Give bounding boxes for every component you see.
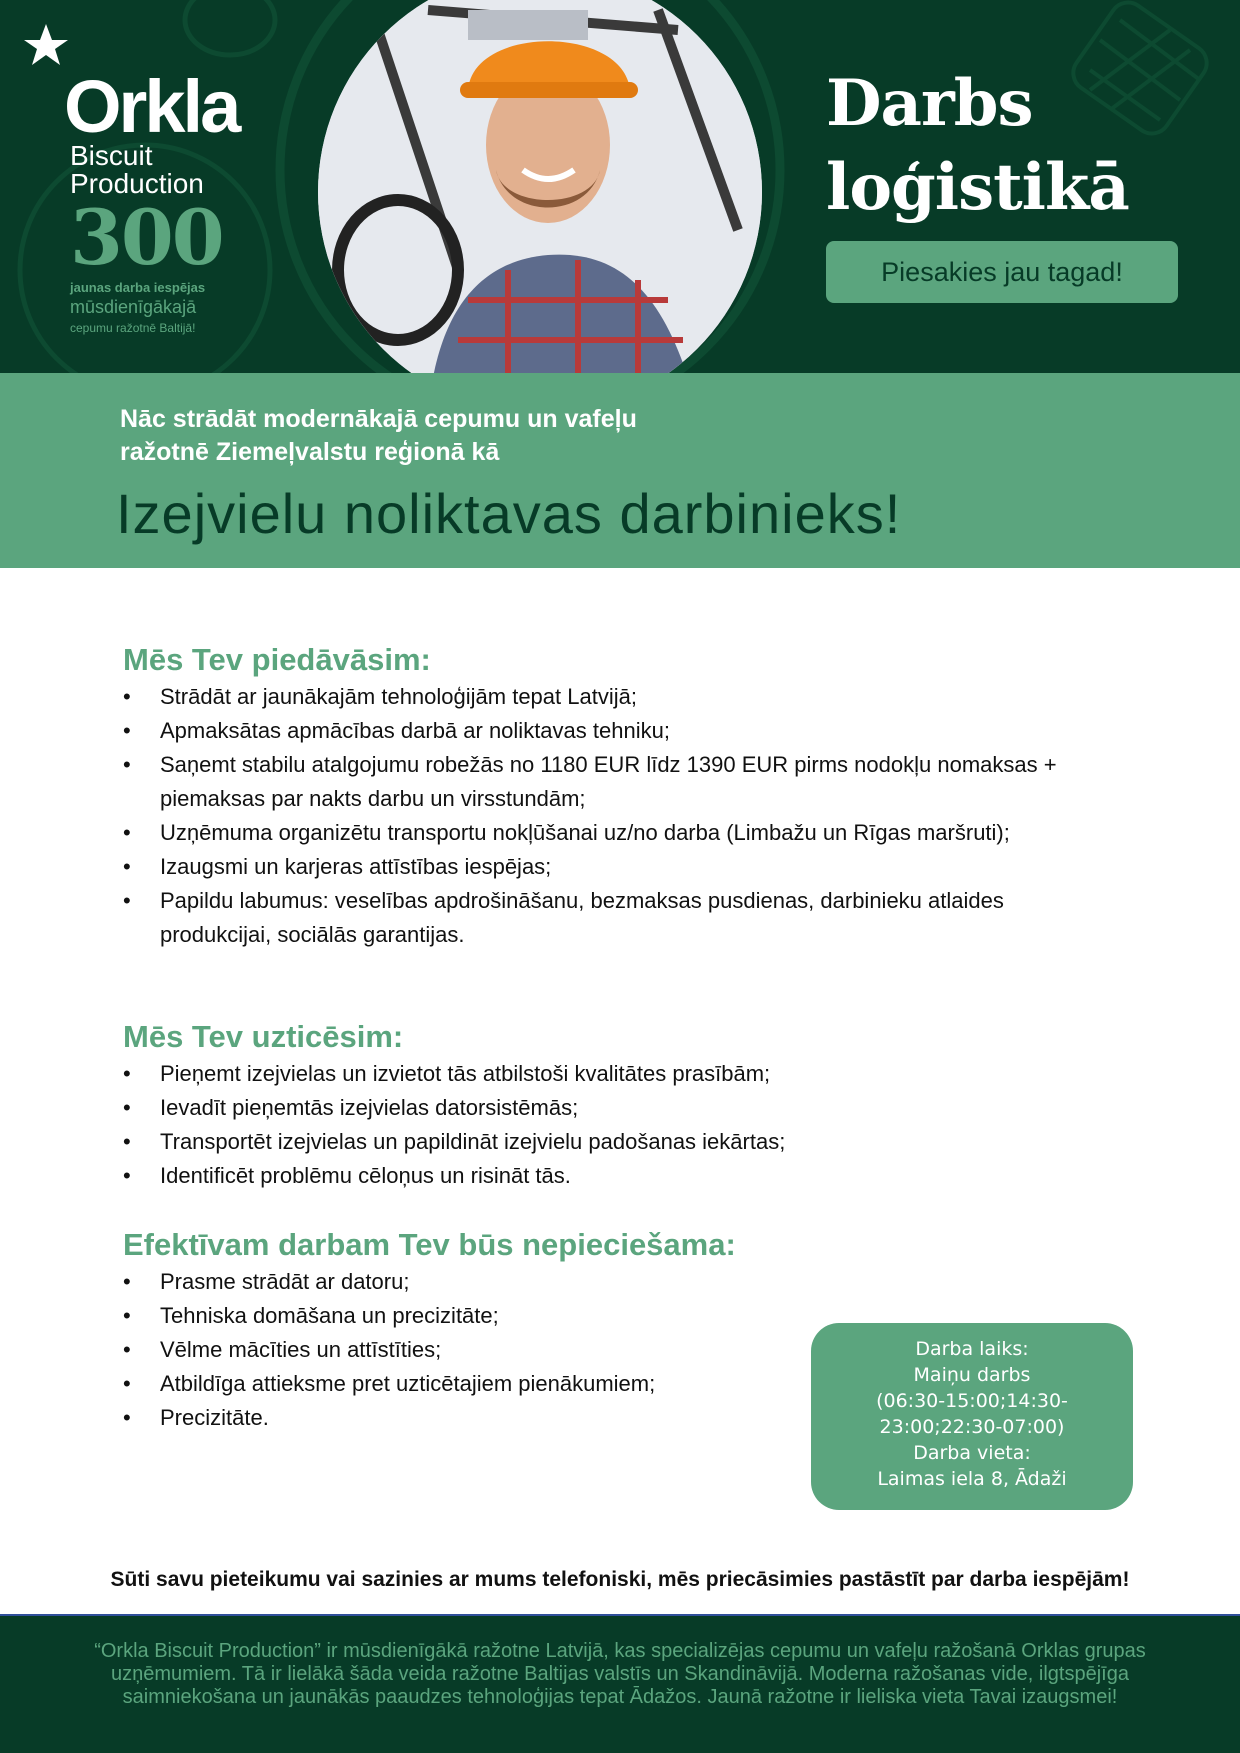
call-to-action: Sūti savu pieteikumu vai sazinies ar mums telefoniski, mēs priecāsimies pastāstīt par darba iespējām! [110,1568,1130,1591]
offers-section [123,640,1083,952]
job-role-title: Izejvielu noliktavas darbinieks! [116,482,902,545]
list-item: • Tehniska domāšana un precizitāte; [123,1299,823,1333]
list-item: • Identificēt problēmu cēloņus un risināt tās. [123,1159,1083,1193]
badge-line-3: cepumu ražotnē Baltijā! [70,321,196,335]
footer [0,1614,1240,1753]
badge-line-1: jaunas darba iespējas [70,280,206,295]
list-item: • Apmaksātas apmācības darbā ar noliktavas tehniku; [123,714,1083,748]
intro-lead-text: Nāc strādāt modernākajā cepumu un vafeļu ražotnē Ziemeļvalstu reģionā kā [120,405,637,466]
list-item: • Prasme strādāt ar datoru; [123,1265,823,1299]
list-item: • Transportēt izejvielas un papildināt izejvielu padošanas iekārtas; [123,1125,1083,1159]
offers-title: Mēs Tev piedāvāsim: [123,642,431,677]
intro-band [0,373,1240,568]
list-item: • Vēlme mācīties un attīstīties; [123,1333,823,1367]
duties-list [123,1057,1083,1193]
badge-line-2: mūsdienīgākajā [70,297,197,317]
place-label: Darba vieta: [913,1442,1031,1464]
logo-subtitle: Biscuit Production [70,140,204,199]
list-item: • Uzņēmuma organizētu transportu nokļūšanai uz/no darba (Limbažu un Rīgas maršruti); [123,816,1083,850]
hero-banner [0,0,1240,373]
shift-times-1: (06:30-15:00;14:30- [876,1390,1068,1412]
list-item: • Precizitāte. [123,1401,823,1435]
hero-title: Darbs loģistikā [826,66,1129,225]
hours-label: Darba laiks: [915,1338,1029,1360]
apply-now-button[interactable]: Piesakies jau tagad! [826,241,1178,303]
list-item: • Ievadīt pieņemtās izejvielas datorsistēmās; [123,1091,1083,1125]
requirements-section [123,1225,823,1435]
duties-title: Mēs Tev uzticēsim: [123,1019,404,1054]
list-item: • Atbildīga attieksme pret uzticētajiem pienākumiem; [123,1367,823,1401]
list-item: • Saņemt stabilu atalgojumu robežās no 1180 EUR līdz 1390 EUR pirms nodokļu nomaksas + piemaksas par nakts darbu un virsstundām; [123,748,1083,816]
worker-illustration [318,0,762,373]
duties-section [123,1017,1083,1193]
list-item: • Papildu labumus: veselības apdrošināšanu, bezmaksas pusdienas, darbinieku atlaides produkcijai, sociālās garantijas. [123,884,1083,952]
work-hours-box [811,1323,1133,1510]
offers-list [123,680,1083,952]
shift-times-2: 23:00;22:30-07:00) [879,1416,1065,1438]
logo-wordmark: Orkla [64,65,239,148]
orkla-logo [24,22,254,199]
requirements-list [123,1265,823,1435]
requirements-title: Efektīvam darbam Tev būs nepieciešama: [123,1227,736,1262]
worker-photo [318,0,762,373]
work-address: Laimas iela 8, Ādaži [877,1468,1067,1490]
badge-number: 300 [70,193,223,282]
list-item: • Izaugsmi un karjeras attīstības iespējas; [123,850,1083,884]
company-description: “Orkla Biscuit Production” ir mūsdienīgākā ražotne Latvijā, kas specializējas cepumu un vafeļu ražošanā Orklas grupas uzņēmumiem. Tā ir lielākā šāda veida ražotne Baltijas valstīs un Skandināvijā. Moderna ražošanas vide, ilgtspējīga saimniekošana un jaunākās paaudzes tehnoloģijas tepat Ādažos. Jaunā ražotne ir lieliska vieta Tavai izaugsmei! [94,1640,1146,1708]
list-item: • Pieņemt izejvielas un izvietot tās atbilstoši kvalitātes prasībām; [123,1057,1083,1091]
list-item: • Strādāt ar jaunākajām tehnoloģijām tepat Latvijā; [123,680,1083,714]
shift-type: Maiņu darbs [913,1364,1031,1386]
